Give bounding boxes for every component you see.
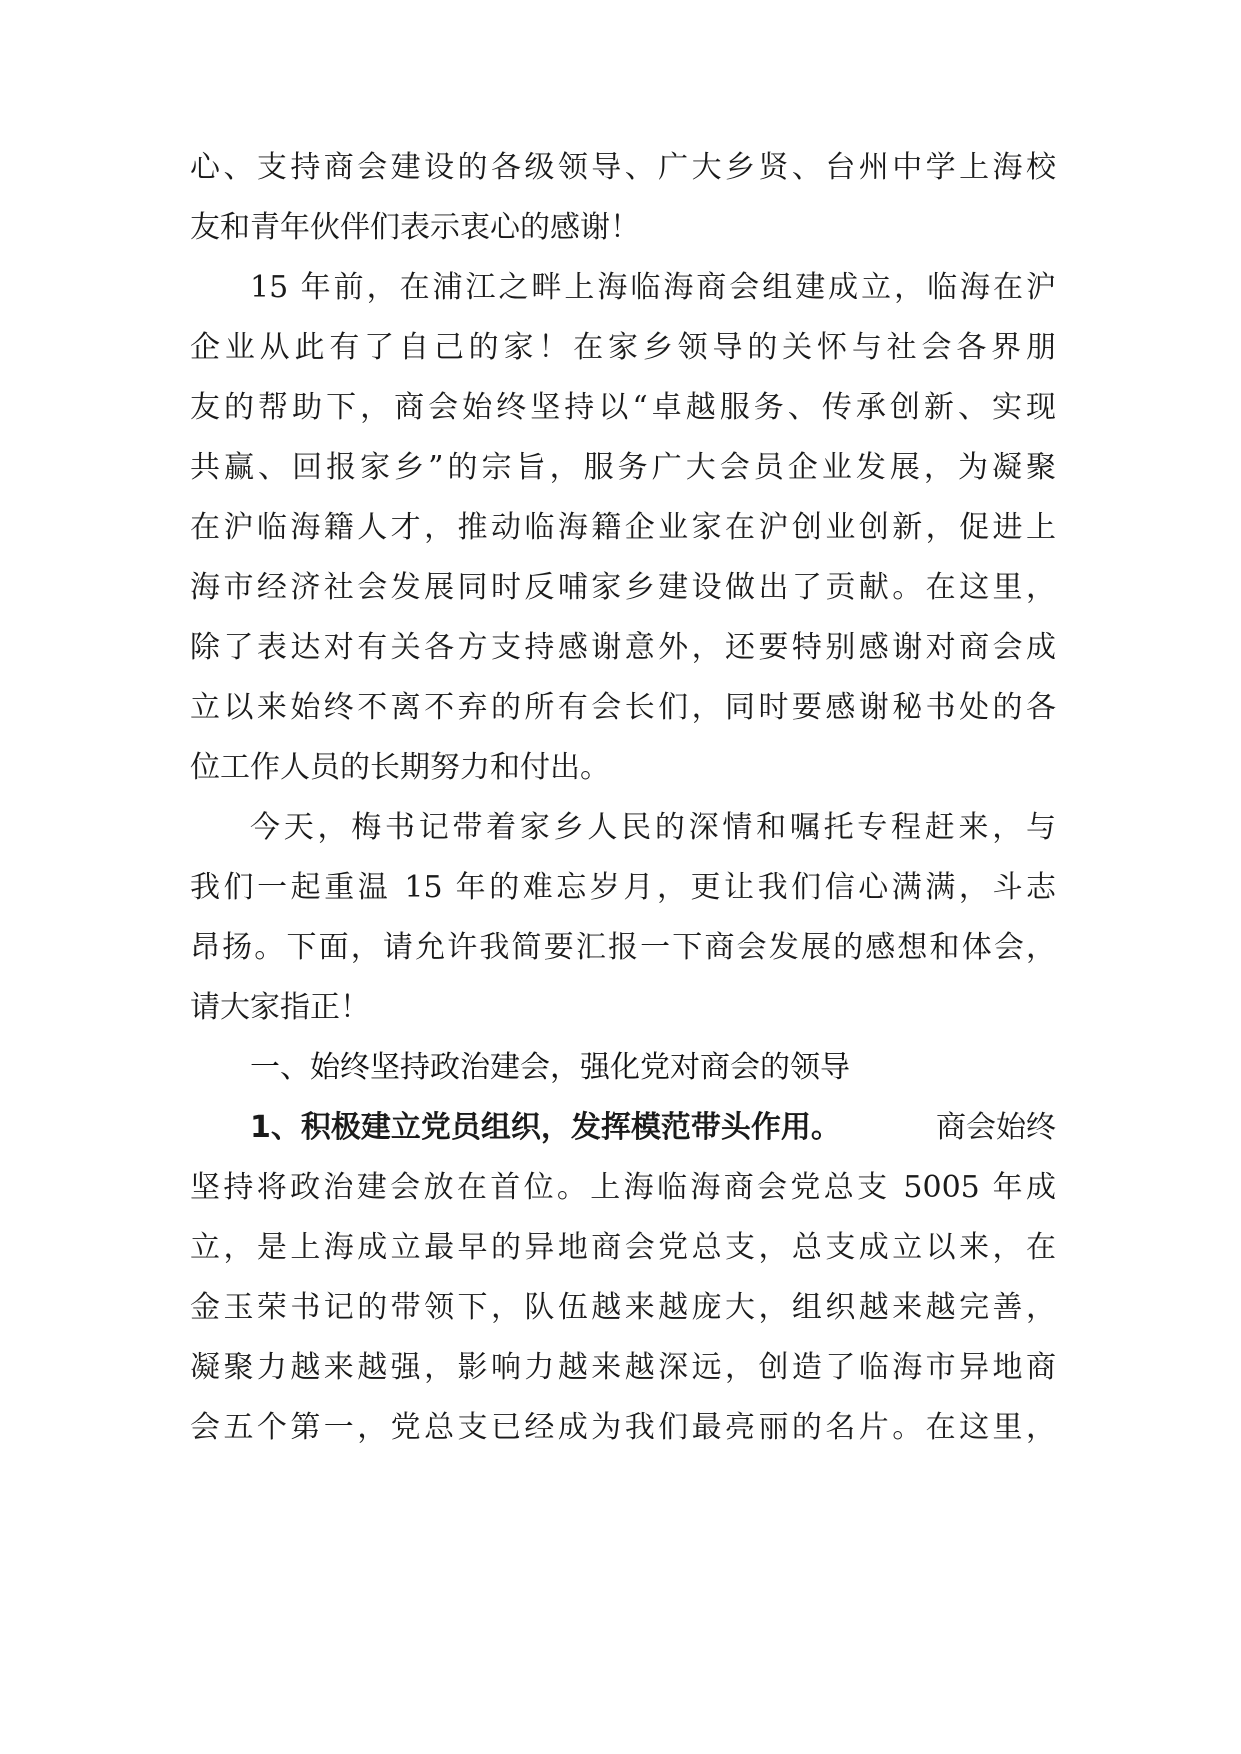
paragraph-line: 15 年前，在浦江之畔上海临海商会组建成立，临海在沪 xyxy=(250,270,1056,305)
paragraph-line: 企业从此有了自己的家！在家乡领导的关怀与社会各界朋 xyxy=(190,330,1056,365)
paragraph-line: 友的帮助下，商会始终坚持以“卓越服务、传承创新、实现 xyxy=(190,390,1056,425)
paragraph-line: 我们一起重温 15 年的难忘岁月，更让我们信心满满，斗志 xyxy=(190,870,1056,905)
subheading-lead: 1、积极建立党员组织，发挥模范带头作用。 xyxy=(250,1110,841,1145)
paragraph-line: 在沪临海籍人才，推动临海籍企业家在沪创业创新，促进上 xyxy=(190,510,1056,545)
paragraph-line: 立以来始终不离不弃的所有会长们，同时要感谢秘书处的各 xyxy=(190,690,1056,725)
paragraph-line xyxy=(250,1108,1056,1148)
paragraph-line: 海市经济社会发展同时反哺家乡建设做出了贡献。在这里， xyxy=(190,570,1056,605)
section-heading: 一、始终坚持政治建会，强化党对商会的领导 xyxy=(250,1050,850,1085)
paragraph-line: 位工作人员的长期努力和付出。 xyxy=(190,750,610,785)
paragraph-line: 今天，梅书记带着家乡人民的深情和嘱托专程赶来，与 xyxy=(250,810,1056,845)
paragraph-line: 请大家指正！ xyxy=(190,990,370,1025)
paragraph-line: 心、支持商会建设的各级领导、广大乡贤、台州中学上海校 xyxy=(190,150,1056,185)
paragraph-line: 昂扬。下面，请允许我简要汇报一下商会发展的感想和体会， xyxy=(190,930,1056,965)
paragraph-line: 凝聚力越来越强，影响力越来越深远，创造了临海市异地商 xyxy=(190,1350,1056,1385)
paragraph-line: 立，是上海成立最早的异地商会党总支，总支成立以来，在 xyxy=(190,1230,1056,1265)
paragraph-line: 友和青年伙伴们表示衷心的感谢！ xyxy=(190,210,640,245)
paragraph-line: 共赢、回报家乡”的宗旨，服务广大会员企业发展，为凝聚 xyxy=(190,450,1056,485)
paragraph-line: 会五个第一，党总支已经成为我们最亮丽的名片。在这里， xyxy=(190,1410,1056,1445)
paragraph-line: 除了表达对有关各方支持感谢意外，还要特别感谢对商会成 xyxy=(190,630,1056,665)
paragraph-text: 商会始终 xyxy=(936,1110,1056,1145)
paragraph-line: 金玉荣书记的带领下，队伍越来越庞大，组织越来越完善， xyxy=(190,1290,1056,1325)
paragraph-line: 坚持将政治建会放在首位。上海临海商会党总支 5005 年成 xyxy=(190,1170,1056,1205)
